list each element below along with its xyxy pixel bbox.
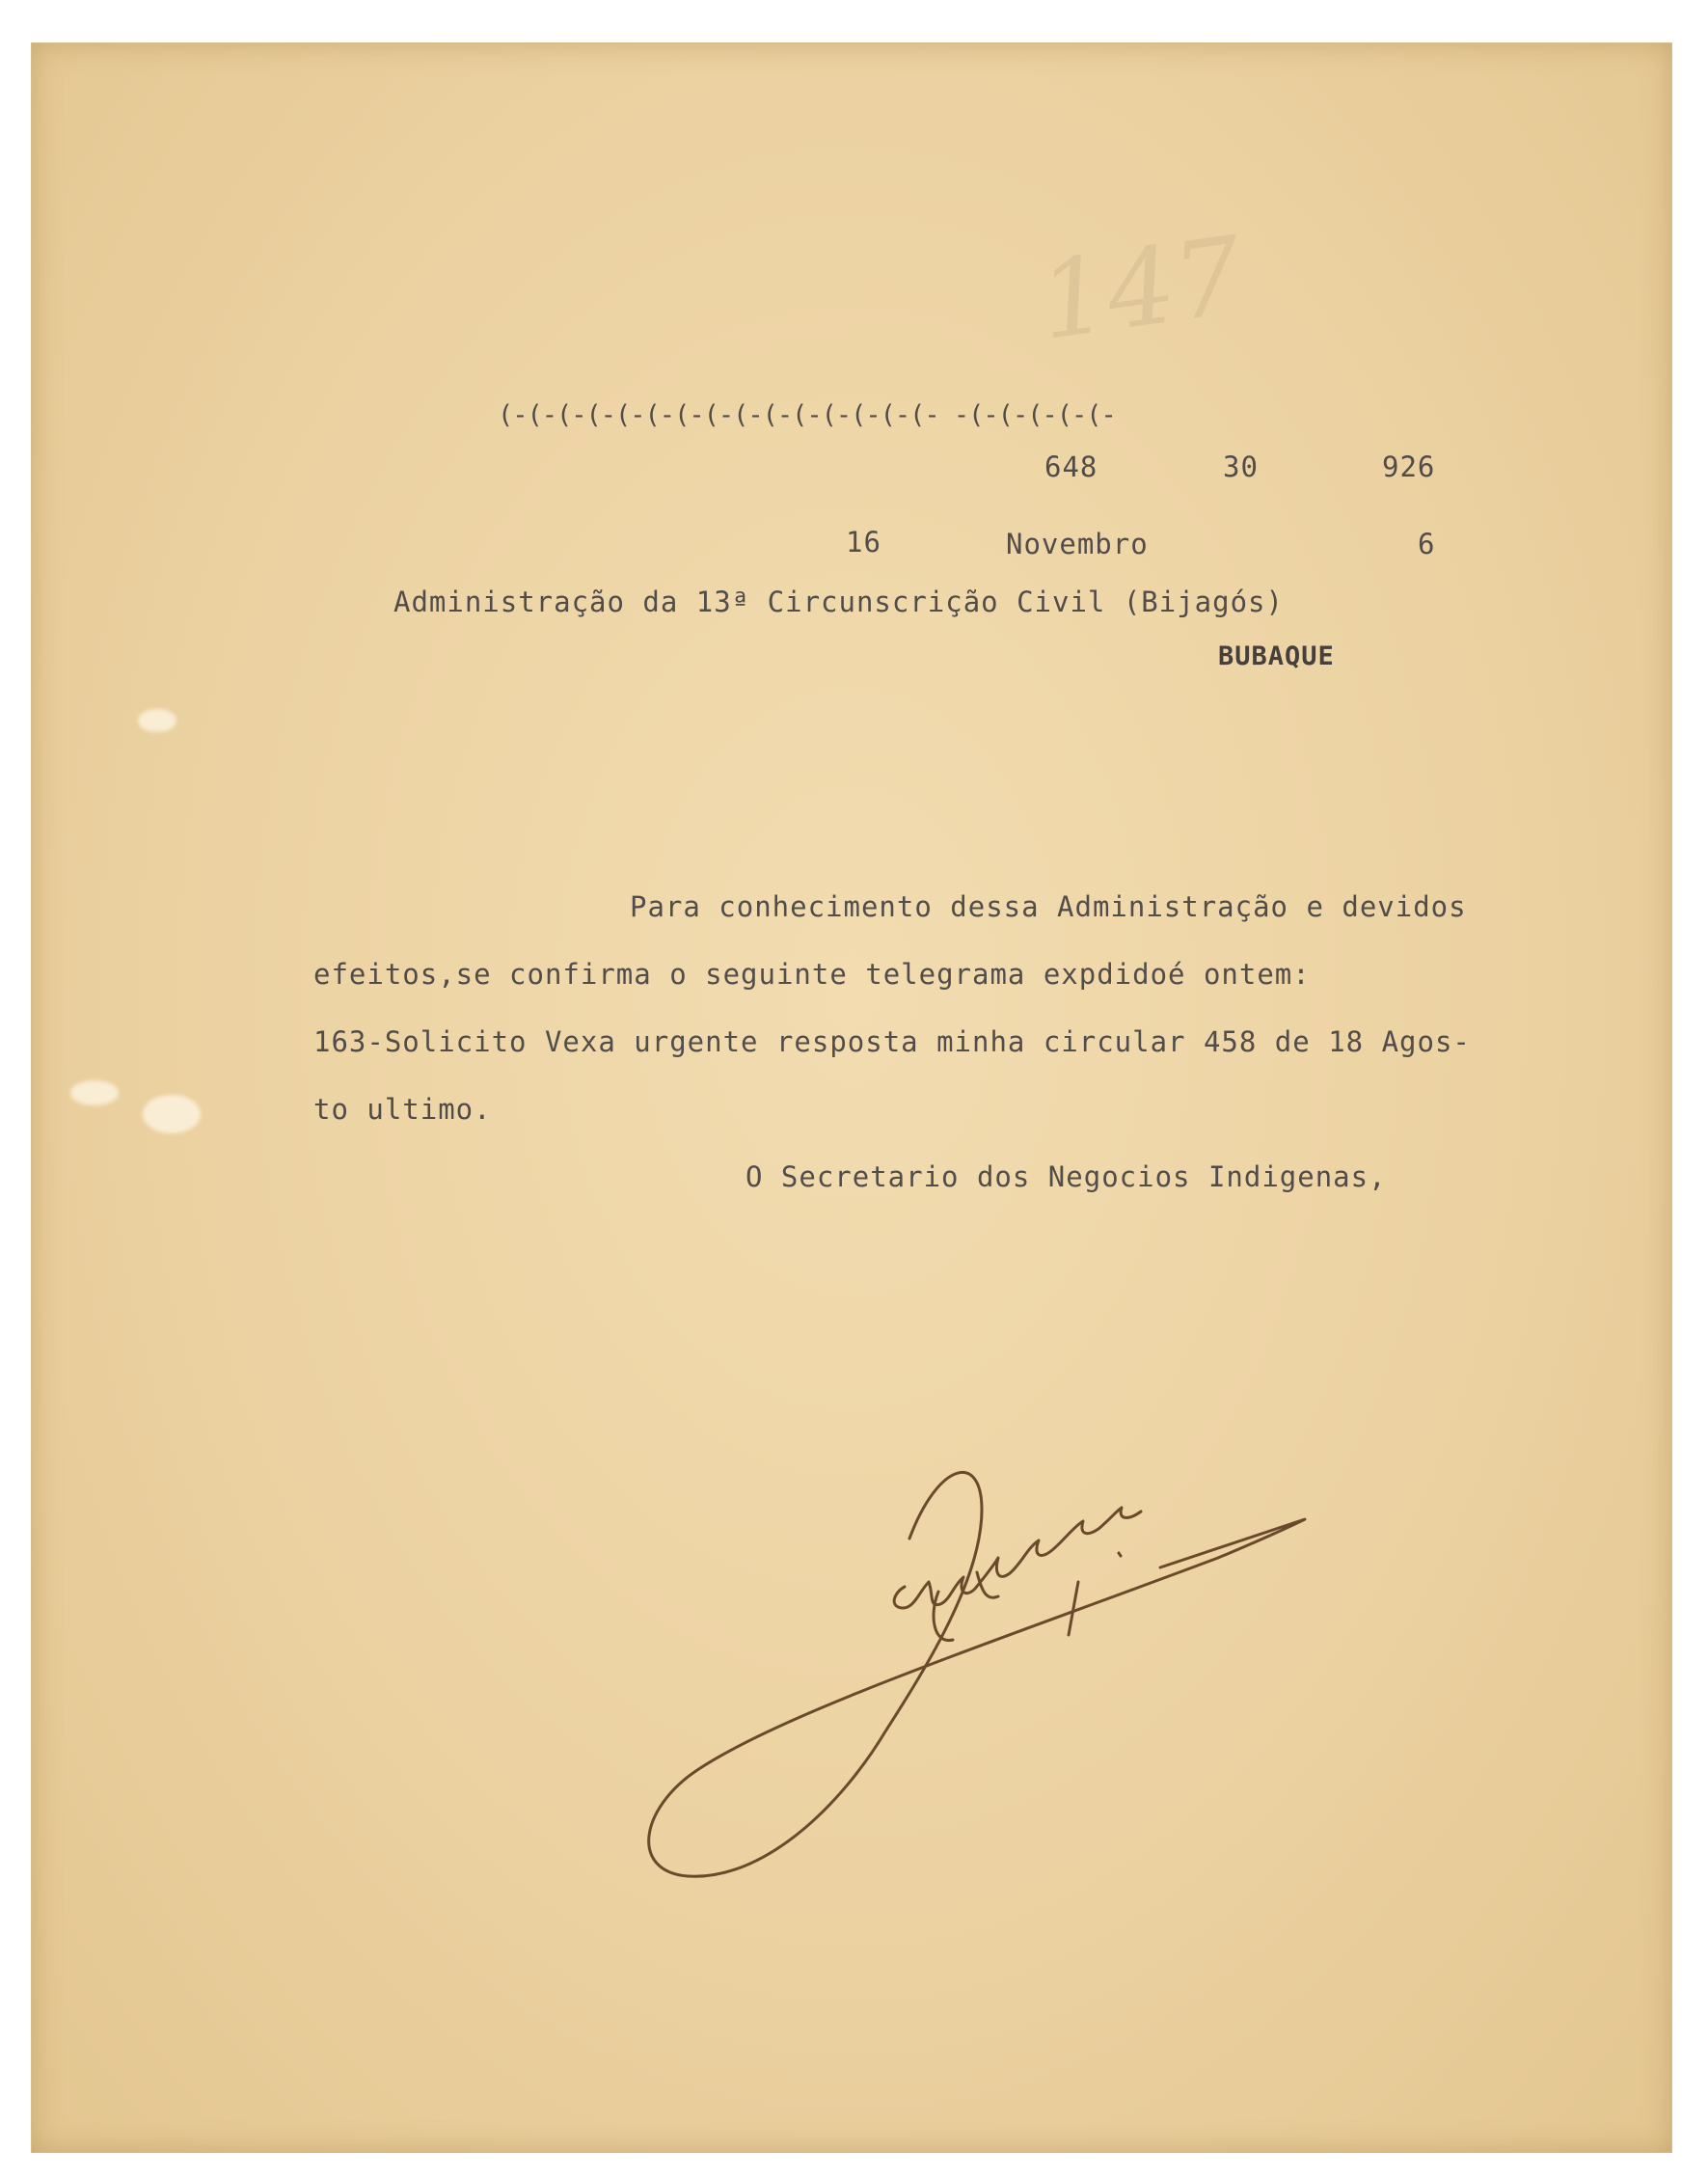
handwritten-signature — [639, 1423, 1334, 1905]
body-line: efeitos,se confirma o seguinte telegrama expdidoé ontem: — [313, 958, 1311, 991]
paper-stain — [143, 1095, 201, 1133]
pencil-archive-number: 147 — [1032, 213, 1250, 364]
paper-stain — [70, 1080, 119, 1105]
addressee-line: Administração da 13ª Circunscrição Civil (Bijagós) — [393, 586, 1284, 618]
separator-line: (-(-(-(-(-(-(-(-(-(-(-(-(-(-(- -(-(-(-(-(- — [498, 400, 1116, 430]
body-line: Para conhecimento dessa Administração e devidos — [630, 890, 1467, 923]
closing-line: O Secretario dos Negocios Indigenas, — [746, 1160, 1387, 1193]
document-page — [31, 42, 1672, 2153]
body-line: 163-Solicito Vexa urgente resposta minha circular 458 de 18 Agos- — [313, 1025, 1471, 1058]
date-year-digit: 6 — [1418, 528, 1436, 560]
reference-number: 926 — [1382, 450, 1436, 483]
location-line: BUBAQUE — [1218, 641, 1335, 671]
paper-stain — [138, 709, 176, 732]
date-month: Novembro — [1006, 528, 1149, 560]
body-line: to ultimo. — [313, 1093, 492, 1126]
date-day: 16 — [846, 526, 881, 559]
reference-number: 30 — [1223, 450, 1259, 483]
reference-number: 648 — [1044, 450, 1098, 483]
